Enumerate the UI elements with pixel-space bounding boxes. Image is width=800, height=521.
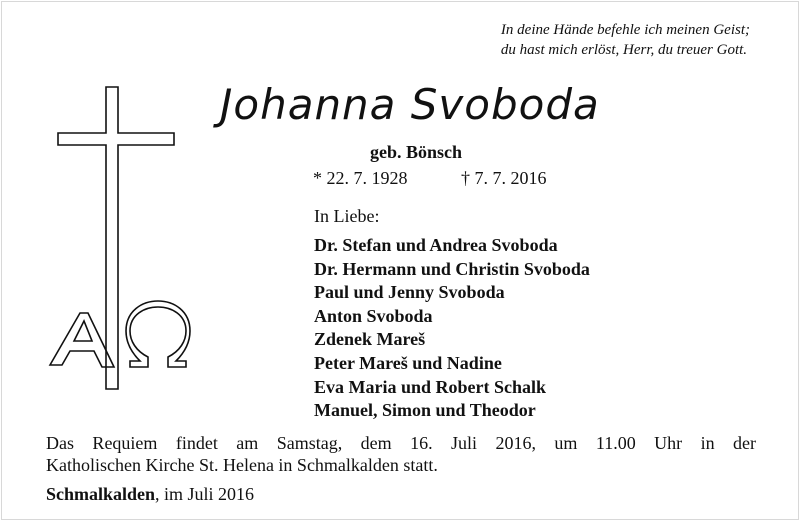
list-item: Dr. Hermann und Christin Svoboda	[314, 258, 590, 279]
requiem-line: Das Requiem findet am Samstag, dem 16. Juli 2016, um 11.00 Uhr in der	[46, 433, 756, 453]
list-item: Manuel, Simon und Theodor	[314, 400, 536, 421]
closing-date: , im Juli 2016	[155, 484, 255, 504]
mourners-list	[314, 234, 590, 423]
list-item: Paul und Jenny Svoboda	[314, 282, 505, 303]
list-item: Anton Svoboda	[314, 305, 433, 326]
birth-date: * 22. 7. 1928	[313, 168, 408, 188]
list-item: Zdenek Mareš	[314, 329, 426, 350]
cross-alpha-omega-icon	[44, 85, 194, 405]
death-date: † 7. 7. 2016	[461, 168, 547, 188]
life-dates	[313, 168, 547, 189]
deceased-name: Johanna Svoboda	[220, 80, 600, 129]
verse-line: In deine Hände befehle ich meinen Geist;	[500, 22, 750, 38]
requiem-line: Katholischen Kirche St. Helena in Schmalkalden statt.	[46, 455, 438, 475]
closing-line	[46, 484, 254, 505]
bible-verse	[501, 20, 750, 60]
verse-line: du hast mich erlöst, Herr, du treuer Gott.	[500, 42, 748, 58]
requiem-notice	[46, 432, 756, 476]
list-item: Dr. Stefan und Andrea Svoboda	[314, 235, 558, 255]
list-item: Eva Maria und Robert Schalk	[314, 376, 547, 397]
closing-place: Schmalkalden	[46, 484, 156, 504]
family-intro: In Liebe:	[314, 206, 380, 226]
maiden-name: geb. Bönsch	[370, 142, 463, 162]
list-item: Peter Mareš und Nadine	[314, 352, 502, 373]
